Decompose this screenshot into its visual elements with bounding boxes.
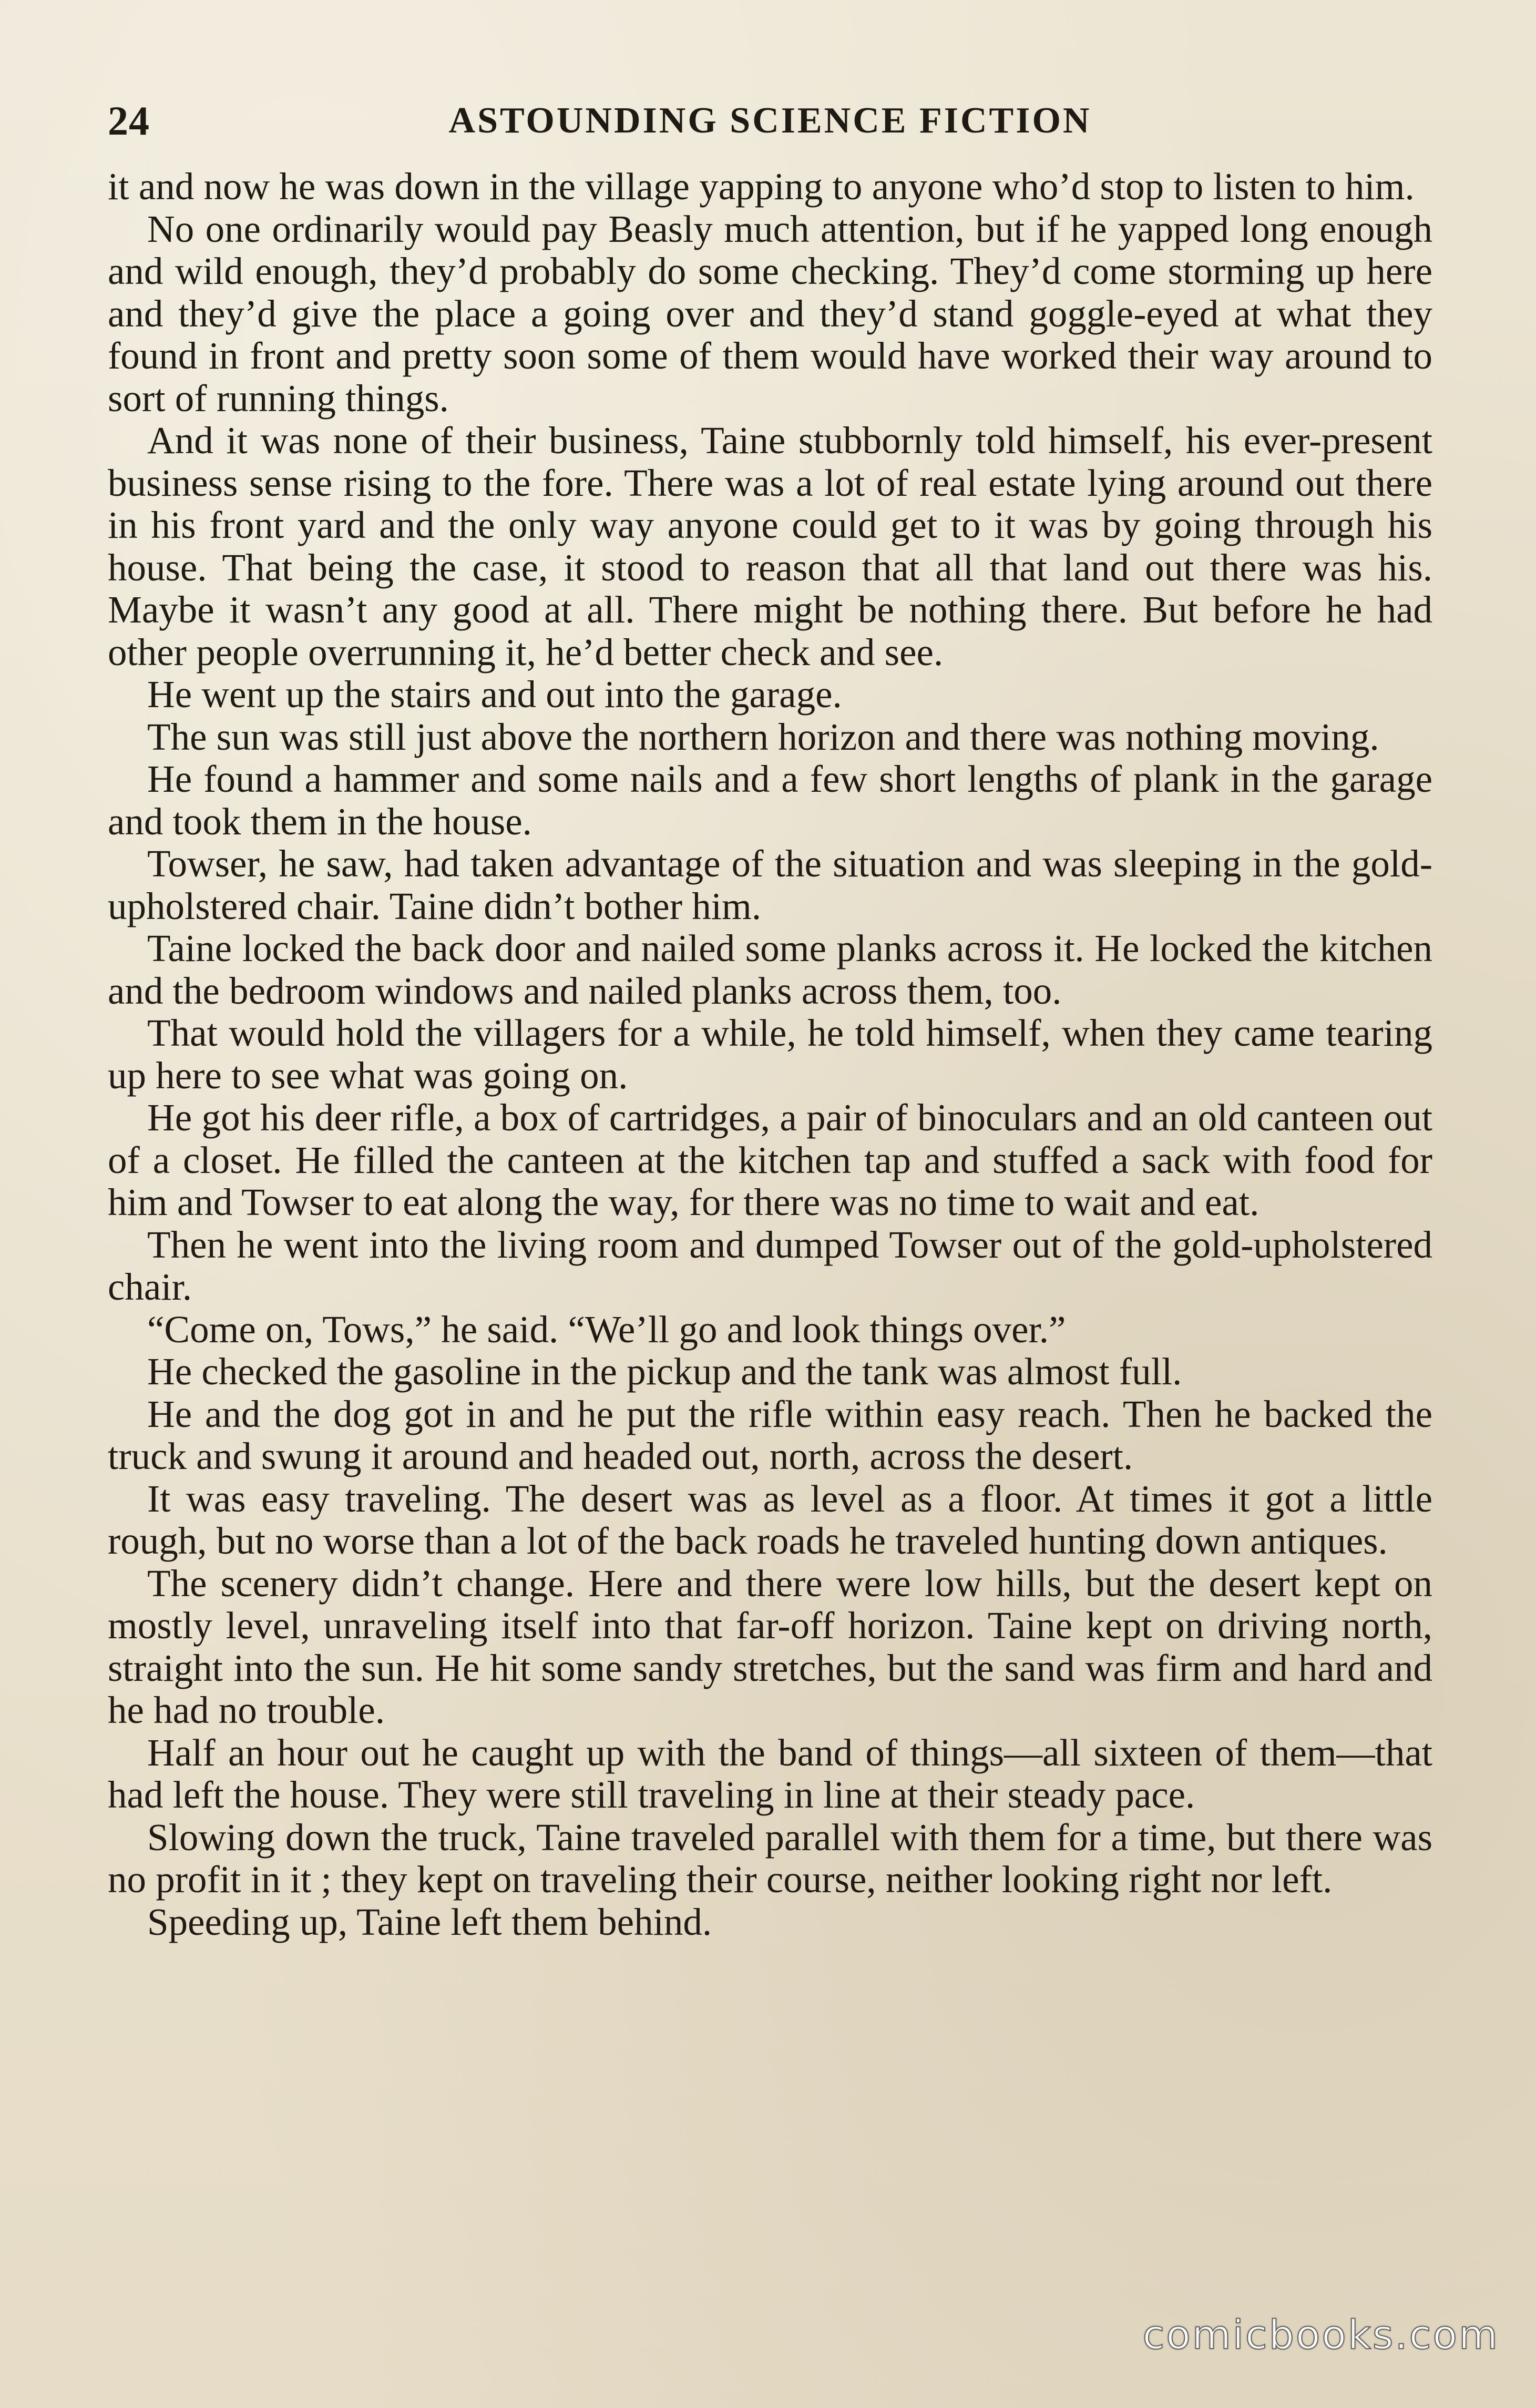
paragraph: Speeding up, Taine left them behind. <box>147 1900 712 1943</box>
paragraph: The sun was still just above the northern horizon and there was nothing moving. <box>147 715 1379 758</box>
body-text <box>108 166 1432 1943</box>
paragraph: He and the dog got in and he put the rifle within easy reach. Then he backed the truck and swung it around and headed out, north, across the desert. <box>108 1392 1432 1477</box>
running-head-title: ASTOUNDING SCIENCE FICTION <box>448 100 1092 141</box>
paragraph: He found a hammer and some nails and a few short lengths of plank in the garage and took them in the house. <box>108 758 1432 843</box>
paragraph: Towser, he saw, had taken advantage of the situation and was sleeping in the gold-upholstered chair. Taine didn’t bother him. <box>108 842 1432 927</box>
paragraph: it and now he was down in the village yapping to anyone who’d stop to listen to him. <box>108 165 1415 208</box>
paragraph: He checked the gasoline in the pickup and the tank was almost full. <box>147 1350 1182 1393</box>
paragraph: Taine locked the back door and nailed some planks across it. He locked the kitchen and the bedroom windows and nailed planks across them, too. <box>108 927 1432 1012</box>
page-number: 24 <box>108 98 150 144</box>
paragraph: And it was none of their business, Taine stubbornly told himself, his ever-present business sense rising to the fore. There was a lot of real estate lying around out there in his front yard and the only way anyone could get to it was by going through his house. That being the case, it stood to reason that all that land out there was his. Maybe it wasn’t any good at all. There might be nothing there. But before he had other people overrunning it, he’d better check and see. <box>108 419 1432 674</box>
paragraph: No one ordinarily would pay Beasly much attention, but if he yapped long enough and wild enough, they’d probably do some checking. They’d come storming up here and they’d give the place a going over and they’d stand goggle-eyed at what they found in front and pretty soon some of them would have worked their way around to sort of running things. <box>108 207 1432 420</box>
running-head <box>108 92 1432 150</box>
paragraph: That would hold the villagers for a while, he told himself, when they came tearing up here to see what was going on. <box>108 1012 1432 1097</box>
paragraph: He went up the stairs and out into the garage. <box>147 673 842 716</box>
paragraph: Slowing down the truck, Taine traveled parallel with them for a time, but there was no profit in it ; they kept on traveling their course, neither looking right nor left. <box>108 1815 1432 1901</box>
paragraph: Then he went into the living room and dumped Towser out of the gold-upholstered chair. <box>108 1223 1432 1308</box>
watermark: comicbooks.com <box>1142 2311 1499 2358</box>
paragraph: Half an hour out he caught up with the band of things—all sixteen of them—that had left the house. They were still traveling in line at their steady pace. <box>108 1731 1432 1816</box>
paragraph: “Come on, Tows,” he said. “We’ll go and look things over.” <box>147 1308 1066 1351</box>
paragraph: He got his deer rifle, a box of cartridges, a pair of binoculars and an old canteen out of a closet. He filled the canteen at the kitchen tap and stuffed a sack with food for him and Towser to eat along the way, for there was no time to wait and eat. <box>108 1096 1432 1223</box>
paragraph: The scenery didn’t change. Here and there were low hills, but the desert kept on mostly level, unraveling itself into that far-off horizon. Taine kept on driving north, straight into the sun. He hit some sandy stretches, but the sand was firm and hard and he had no trouble. <box>108 1562 1432 1731</box>
paragraph: It was easy traveling. The desert was as level as a floor. At times it got a little rough, but no worse than a lot of the back roads he traveled hunting down antiques. <box>108 1477 1432 1562</box>
